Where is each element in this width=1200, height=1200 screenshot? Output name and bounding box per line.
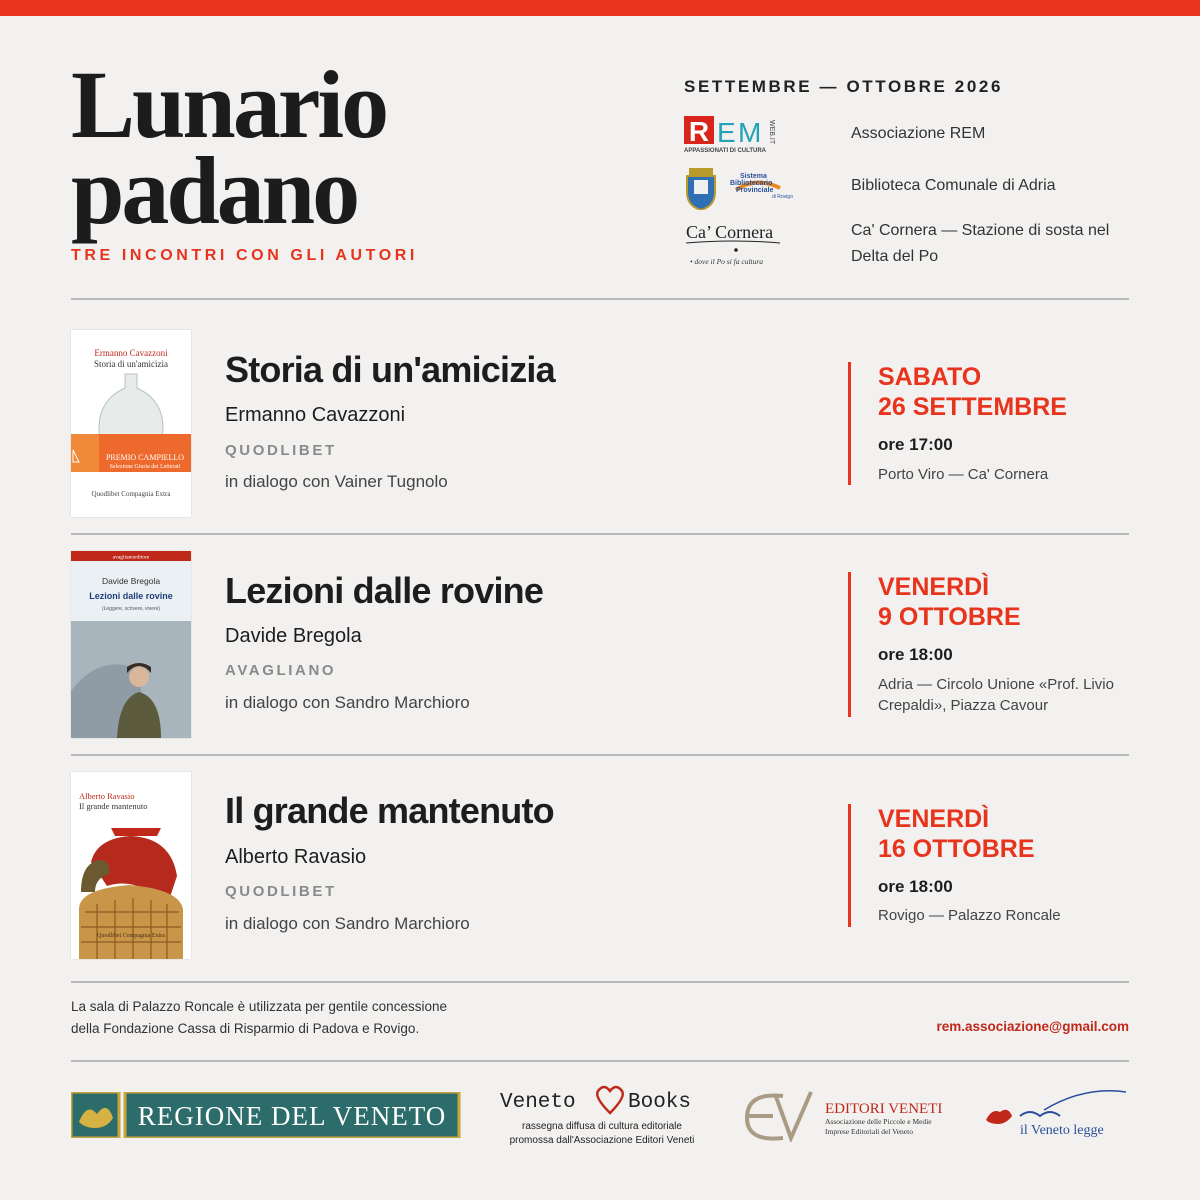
event-author: Davide Bregola — [225, 625, 362, 647]
footer-note-line: della Fondazione Cassa di Risparmio di Padova e Rovigo. — [71, 1021, 420, 1036]
svg-text:il Veneto legge: il Veneto legge — [1020, 1123, 1104, 1138]
svg-text:• dove il Po si fa cultura: • dove il Po si fa cultura — [690, 257, 764, 266]
svg-text:Ca’ Cornera: Ca’ Cornera — [686, 222, 774, 242]
svg-text:PREMIO CAMPIELLO: PREMIO CAMPIELLO — [105, 453, 185, 462]
svg-text:M: M — [738, 117, 762, 148]
top-accent-bar — [0, 0, 1200, 16]
svg-text:Alberto Ravasio: Alberto Ravasio — [79, 791, 135, 801]
partner-name-rem: Associazione REM — [851, 125, 986, 142]
biblioteca-logos — [684, 164, 796, 210]
svg-text:Quodlibet Compagnia Extra: Quodlibet Compagnia Extra — [91, 490, 171, 498]
event-time: ore 17:00 — [878, 435, 953, 454]
event-dialog: in dialogo con Sandro Marchioro — [225, 693, 470, 712]
event-time: ore 18:00 — [878, 645, 953, 664]
divider — [71, 981, 1129, 983]
svg-text:EDITORI VENETI: EDITORI VENETI — [825, 1101, 943, 1117]
event-day — [878, 362, 1067, 422]
veneto-books-logo — [500, 1083, 705, 1151]
event-time: ore 18:00 — [878, 877, 953, 896]
event-dialog: in dialogo con Sandro Marchioro — [225, 914, 470, 933]
svg-text:E: E — [717, 117, 736, 148]
svg-text:di Rovigo: di Rovigo — [772, 194, 793, 200]
event-period: SETTEMBRE — OTTOBRE 2026 — [684, 77, 1004, 96]
book-cover-lezioni — [71, 551, 191, 738]
regione-veneto-logo — [71, 1092, 461, 1138]
svg-text:rassegna diffusa di cultura ed: rassegna diffusa di cultura editoriale — [522, 1121, 682, 1132]
footer-note — [71, 996, 447, 1040]
lion-icon — [986, 1110, 1012, 1124]
event-title: Il grande mantenuto — [225, 790, 554, 831]
svg-text:Selezione Giuria dei Letterati: Selezione Giuria dei Letterati — [109, 464, 181, 470]
svg-text:Books: Books — [628, 1091, 692, 1114]
event-day — [878, 572, 1021, 632]
book-cover-storia — [71, 330, 191, 517]
svg-text:Ermanno Cavazzoni: Ermanno Cavazzoni — [94, 348, 168, 358]
svg-text:Quodlibet Compagnia Extra: Quodlibet Compagnia Extra — [97, 933, 165, 939]
svg-text:Veneto: Veneto — [500, 1091, 576, 1114]
event-venue: Porto Viro — Ca' Cornera — [878, 466, 1049, 483]
divider — [71, 533, 1129, 535]
event-date: 9 OTTOBRE — [878, 603, 1021, 631]
svg-text:promossa dall'Associazione Edi: promossa dall'Associazione Editori Veneti — [509, 1135, 695, 1146]
svg-text:Lezioni dalle rovine: Lezioni dalle rovine — [89, 591, 173, 601]
svg-text:Imprese Editoriali del Veneto: Imprese Editoriali del Veneto — [825, 1127, 913, 1136]
svg-text:APPASSIONATI DI CULTURA: APPASSIONATI DI CULTURA — [684, 148, 766, 154]
svg-text:(Leggere, scrivere, vivere): (Leggere, scrivere, vivere) — [101, 606, 161, 612]
partner-name-biblioteca: Biblioteca Comunale di Adria — [851, 177, 1056, 194]
editori-veneti-logo — [743, 1088, 948, 1142]
il-veneto-legge-logo — [984, 1090, 1130, 1140]
event-author: Ermanno Cavazzoni — [225, 404, 406, 426]
event-date: 16 OTTOBRE — [878, 835, 1035, 863]
event-dialog: in dialogo con Vainer Tugnolo — [225, 472, 448, 491]
svg-text:REGIONE DEL VENETO: REGIONE DEL VENETO — [137, 1101, 447, 1131]
divider — [71, 754, 1129, 756]
title-line-2: padano — [71, 137, 358, 244]
ca-cornera-logo — [684, 220, 784, 268]
event-venue: Adria — Circolo Unione «Prof. Livio Crepaldi», Piazza Cavour — [878, 676, 1114, 714]
title-line-1: Lunario — [71, 51, 387, 158]
svg-text:avaglianoeditore: avaglianoeditore — [112, 554, 150, 561]
date-accent-line — [848, 572, 851, 717]
page-subtitle: TRE INCONTRI CON GLI AUTORI — [71, 247, 418, 264]
contact-email-link[interactable]: rem.associazione@gmail.com — [936, 1019, 1129, 1034]
page-title — [71, 51, 387, 244]
svg-text:Bibliotecario: Bibliotecario — [730, 180, 773, 187]
divider — [71, 298, 1129, 300]
event-weekday: VENERDÌ — [878, 805, 990, 833]
event-title: Storia di un'amicizia — [225, 349, 555, 390]
svg-text:Provinciale: Provinciale — [736, 187, 774, 194]
event-date: 26 SETTEMBRE — [878, 393, 1067, 421]
adria-crest-icon — [687, 168, 715, 210]
date-accent-line — [848, 362, 851, 485]
svg-text:Associazione delle Piccole e M: Associazione delle Piccole e Medie — [825, 1117, 932, 1126]
svg-text:WEB.IT: WEB.IT — [768, 120, 775, 145]
divider — [71, 1060, 1129, 1062]
svg-text:Il grande mantenuto: Il grande mantenuto — [79, 801, 148, 811]
event-author: Alberto Ravasio — [225, 846, 367, 868]
event-venue: Rovigo — Palazzo Roncale — [878, 907, 1061, 924]
book-icon — [1020, 1112, 1060, 1116]
event-publisher: QUODLIBET — [225, 883, 337, 900]
event-weekday: VENERDÌ — [878, 573, 990, 601]
date-accent-line — [848, 804, 851, 927]
heart-icon — [597, 1087, 623, 1113]
footer-note-line: La sala di Palazzo Roncale è utilizzata per gentile concessione — [71, 999, 447, 1014]
book-cover-mantenuto — [71, 772, 191, 959]
partner-name-ca-cornera: Ca' Cornera — Stazione di sosta nel Delta del Po — [851, 222, 1110, 265]
event-day — [878, 804, 1035, 864]
event-weekday: SABATO — [878, 363, 982, 391]
event-publisher: QUODLIBET — [225, 442, 337, 459]
event-publisher: AVAGLIANO — [225, 662, 337, 679]
svg-text:Davide Bregola: Davide Bregola — [101, 576, 161, 586]
event-title: Lezioni dalle rovine — [225, 570, 544, 611]
rem-logo — [684, 114, 784, 154]
svg-text:Storia di un'amicizia: Storia di un'amicizia — [93, 359, 169, 369]
svg-text:R: R — [688, 116, 710, 147]
svg-text:Sistema: Sistema — [740, 173, 767, 180]
